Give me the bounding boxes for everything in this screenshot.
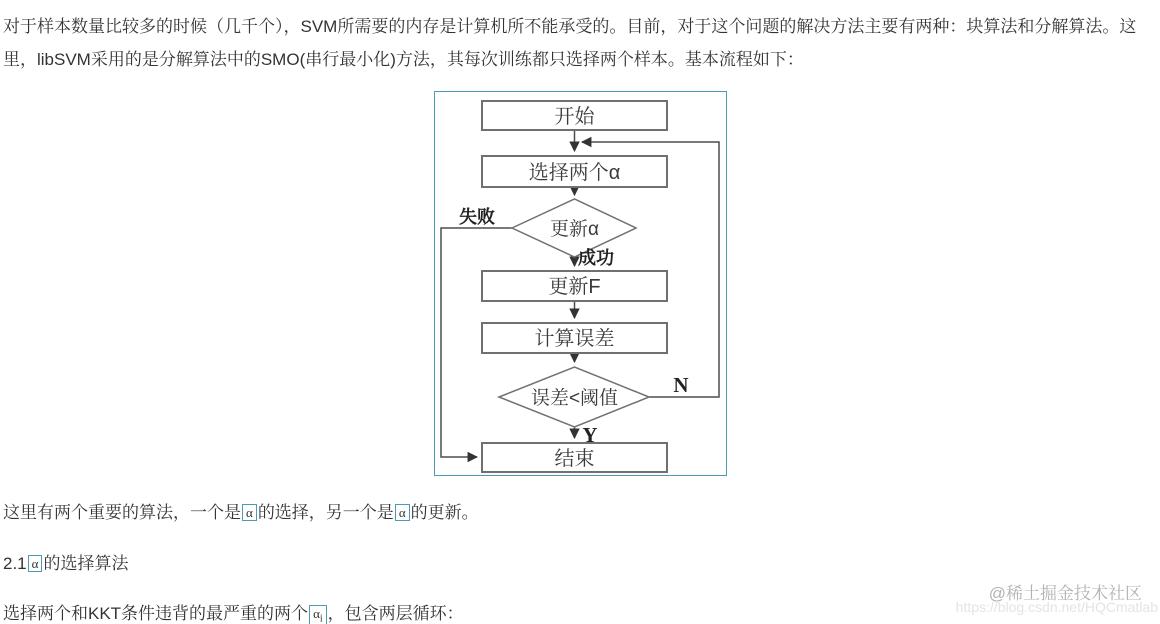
alpha-formula-image: [395, 504, 410, 521]
edge-label-yes: Y: [581, 423, 598, 447]
paragraph-intro: 对于样本数量比较多的时候（几千个），SVM所需要的内存是计算机所不能承受的。目前，对于这个问题的解决方法主要有两种：块算法和分解算法。这里，libSVM采用的是分解算法中的SMO(串行最小化)方法，其每次训练都只选择两个样本。基本流程如下：: [3, 17, 1137, 69]
edge-label-no: N: [672, 373, 689, 397]
heading-text: 的选择算法: [43, 554, 129, 573]
text-segment: 这里有两个重要的算法，一个是: [3, 503, 241, 522]
node-error-threshold-label: 误差<阈值: [530, 388, 618, 409]
node-start-label: 开始: [554, 106, 594, 128]
smo-flowchart-image: [434, 91, 727, 476]
alpha-symbol: α: [313, 606, 320, 621]
text-segment: 的选择，另一个是: [257, 503, 394, 522]
node-select-label: 选择两个α: [528, 162, 620, 184]
watermark-community: @稀土掘金技术社区: [988, 584, 1142, 603]
flowchart-svg: [435, 92, 726, 475]
alpha-formula-image: [242, 504, 257, 521]
node-update-f-label: 更新F: [547, 276, 601, 298]
edge-label-success: 成功: [577, 248, 614, 268]
node-compute-error-label: 计算误差: [534, 328, 614, 350]
text-segment: 的更新。: [410, 503, 479, 522]
alpha-subscript: i: [319, 613, 323, 624]
alpha-symbol: α: [398, 505, 406, 520]
alpha-symbol: α: [246, 505, 253, 520]
text-segment: 选择两个和KKT条件违背的最严重的两个: [3, 604, 309, 623]
watermark-url: https://blog.csdn.net/HQCmatlab: [955, 599, 1158, 615]
text-segment: ，包含两层循环：: [327, 604, 464, 623]
alpha-symbol: α: [31, 556, 39, 571]
section-heading-2-1: [0, 553, 1160, 574]
heading-number: 2.1: [3, 554, 27, 573]
alpha-i-formula-image: [309, 605, 327, 624]
node-end-label: 结束: [554, 448, 594, 470]
node-update-alpha-label: 更新α: [549, 219, 599, 240]
edge-label-fail: 失败: [458, 207, 495, 227]
alpha-formula-image: [28, 555, 43, 572]
paragraph-two-algorithms: [0, 502, 1160, 523]
